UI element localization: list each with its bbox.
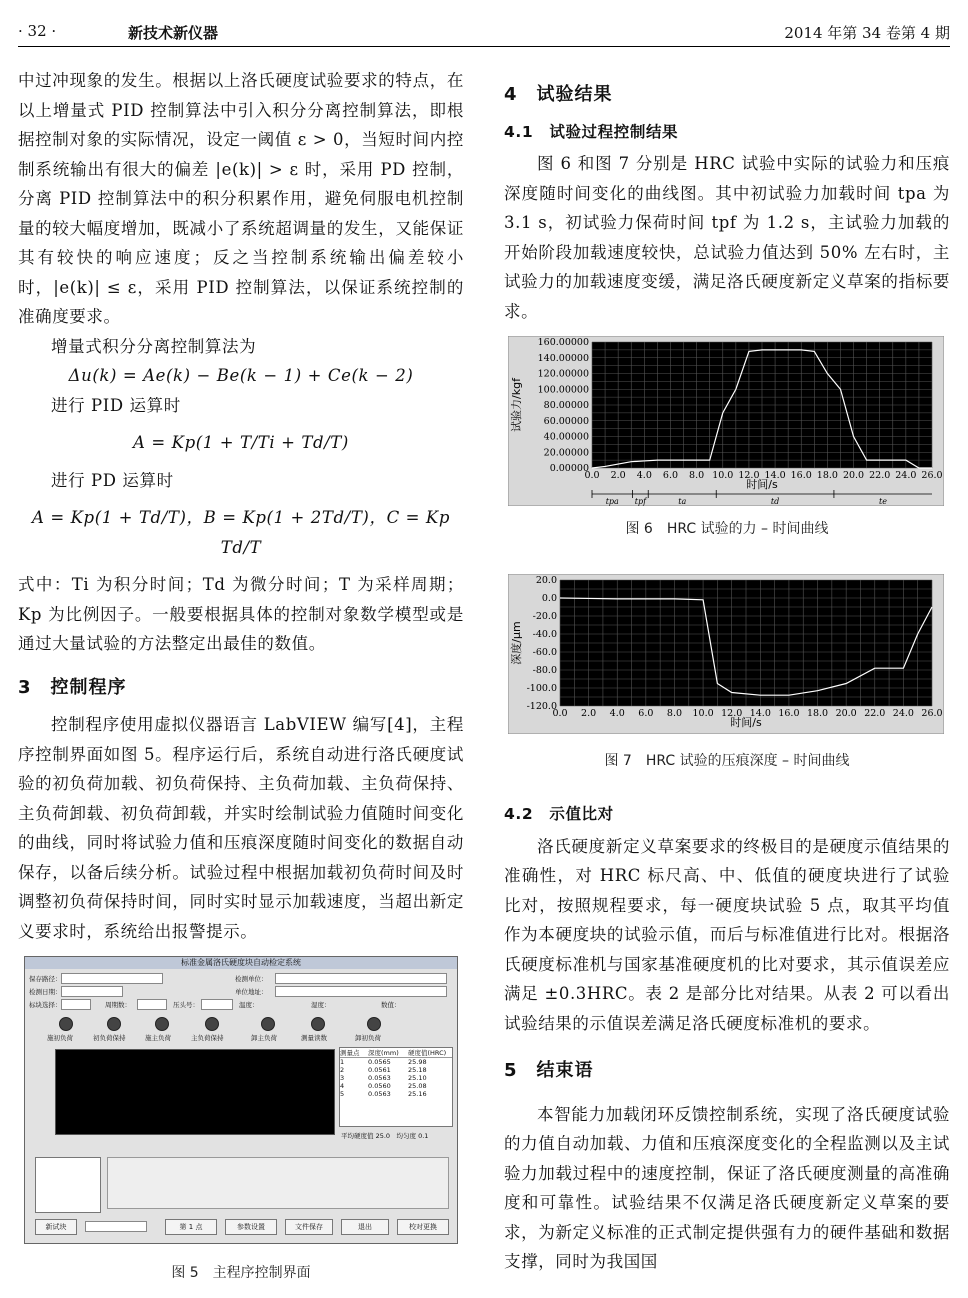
y-tick-label: 140.00000 xyxy=(537,352,589,364)
y-tick-label: -80.0 xyxy=(532,665,557,676)
lamp-label: 施初负荷 xyxy=(47,1034,73,1042)
file-list xyxy=(35,1157,101,1213)
cell: 4 xyxy=(340,1082,345,1090)
paragraph: 洛氏硬度新定义草案要求的终极目的是硬度示值结果的准确性，对 HRC 标尺高、中、低值的硬度块进行了试验比对，按照规程要求，每一硬度块试验 5 点，取其平均值作为本硬度块的试验示值，而后与标准值进行比对。根据洛氏硬度标准机与国家基准硬度机的比对要求，其示值误差应满足 ±0.3HRC。表 2 是部分比对结果。从表 2 可以看出试验结果的示值误差满足洛氏硬度标准机的要求。 xyxy=(504,836,950,1033)
depth-time-chart xyxy=(508,574,944,734)
field xyxy=(275,986,447,997)
x-tick-label: 18.0 xyxy=(816,470,838,481)
paragraph: 本智能力加载闭环反馈控制系统，实现了洛氏硬度试验的力值自动加载、力值和压痕深度变化的全程监测以及主试验力加载过程中的速度控制，保证了洛氏硬度测量的高准确度和可靠性。试验结果不仅满足洛氏硬度新定义草案的要求，为新定义标准的正式制定提供强有力的硬件基础和数据支撑，同时为我国国 xyxy=(504,1104,950,1271)
stats-readout: 平均硬度值 25.0 均匀度 0.1 xyxy=(341,1132,429,1140)
new-block-button[interactable]: 新试块 xyxy=(35,1219,77,1235)
x-tick-label: 12.0 xyxy=(738,470,760,481)
phase-label: tpf xyxy=(634,497,647,506)
x-tick-label: 14.0 xyxy=(749,708,771,719)
lamp-label: 初负荷保持 xyxy=(93,1034,126,1042)
settings-button[interactable]: 参数设置 xyxy=(225,1219,277,1235)
subsection-heading: 4.2 示值比对 xyxy=(504,805,614,823)
x-tick-label: 4.0 xyxy=(636,470,652,481)
table-row xyxy=(340,1058,452,1066)
x-tick-label: 0.0 xyxy=(552,708,568,719)
label: 湿度： xyxy=(311,1001,331,1009)
lamp-label: 主负荷保持 xyxy=(191,1034,224,1042)
x-tick-label: 10.0 xyxy=(712,470,734,481)
y-axis-label: 试验力/kgf xyxy=(510,378,523,432)
y-axis-label: 深度/μm xyxy=(510,621,523,665)
y-tick-label: 20.00000 xyxy=(543,447,589,459)
label: 检测日期： xyxy=(29,988,62,996)
y-tick-label: -60.0 xyxy=(532,647,557,658)
paragraph: 式中：Ti 为积分时间；Td 为微分时间；T 为采样周期；Kp 为比例因子。一般要根据具体的控制对象数学模型或是通过大量试验的方法整定出最佳的数值。 xyxy=(18,575,464,653)
status-lamp xyxy=(261,1017,275,1031)
x-tick-label: 12.0 xyxy=(721,708,743,719)
col-header: 硬度值(HRC) xyxy=(408,1049,447,1057)
status-lamp xyxy=(367,1017,381,1031)
status-lamp xyxy=(205,1017,219,1031)
phase-label: te xyxy=(878,497,887,506)
status-lamp xyxy=(311,1017,325,1031)
x-tick-label: 2.0 xyxy=(581,708,597,719)
figure-caption: 图 7 HRC 试验的压痕深度 – 时间曲线 xyxy=(604,753,850,769)
status-lamp xyxy=(155,1017,169,1031)
paragraph: 控制程序使用虚拟仪器语言 LabVIEW 编写[4]，主程序控制界面如图 5。程序运行后，系统自动进行洛氏硬度试验的初负荷加载、初负荷保持、主负荷加载、主负荷保持、主负荷卸载、初负荷卸载，并实时绘制试验力值随时间变化的曲线，同时将试验力值和压痕深度随时间变化的数据自动保存，以备后续分析。试验过程中根据加载初负荷时间及时调整初负荷保持时间，同时实时显示加载速度，当超出新定义要求时，系统给出报警提示。 xyxy=(18,715,464,941)
cell: 0.0565 xyxy=(368,1058,391,1066)
y-tick-label: 80.00000 xyxy=(543,400,589,411)
cell: 25.18 xyxy=(408,1066,427,1074)
phase-label: ta xyxy=(678,497,687,506)
x-tick-label: 26.0 xyxy=(921,470,943,481)
cell: 0.0563 xyxy=(368,1090,391,1098)
x-tick-label: 24.0 xyxy=(895,470,917,481)
y-tick-label: -40.0 xyxy=(532,629,557,640)
col-header: 深度(mm) xyxy=(368,1049,399,1057)
cell: 25.10 xyxy=(408,1074,427,1082)
save-button[interactable]: 文件保存 xyxy=(285,1219,333,1235)
paragraph: 中过冲现象的发生。根据以上洛氏硬度试验要求的特点，在以上增量式 PID 控制算法中引入积分分离控制算法，即根据控制对象的实际情况，设定一阈值 ε > 0，当短时间内控制系统输出有很大的偏差 |e(k)| > ε 时，采用 PD 控制，分离 PID 控制算法中的积分积累作用，避免伺服电机控制量的较大幅度增加，既减小了系统超调量的发生，又能保证其有较快的响应速度；反之当控制系统输出偏差较小时，|e(k)| ≤ ε，采用 PID 控制算法，以保证系统控制的准确度要求。 xyxy=(18,71,464,326)
col-header: 测量点 xyxy=(340,1049,360,1057)
main-program-screenshot xyxy=(24,956,458,1244)
cell: 0.0561 xyxy=(368,1066,391,1074)
paragraph: 图 6 和图 7 分别是 HRC 试验中实际的试验力和压痕深度随时间变化的曲线图。其中初试验力加载时间 tpa 为 3.1 s，初试验力保荷时间 tpf 为 1.2 s，主试验力加载的开始阶段加载速度较快，总试验力值达到 50% 左右时，主试验力的加载速度变缓，满足洛氏硬度新定义草案的指标要求。 xyxy=(504,154,950,321)
block-id-field[interactable] xyxy=(85,1221,147,1232)
cell: 25.08 xyxy=(408,1082,427,1090)
exit-button[interactable]: 退出 xyxy=(341,1219,389,1235)
calibrate-button[interactable]: 校对更换 xyxy=(397,1219,449,1235)
paragraph: 进行 PD 运算时 xyxy=(51,470,174,490)
field xyxy=(61,986,123,997)
lamp-label: 卸初负荷 xyxy=(355,1034,381,1042)
x-tick-label: 18.0 xyxy=(806,708,829,719)
field xyxy=(275,973,447,984)
realtime-graph xyxy=(55,1049,335,1135)
x-tick-label: 6.0 xyxy=(638,708,654,719)
figure-caption: 图 6 HRC 试验的力 – 时间曲线 xyxy=(625,521,829,537)
x-tick-label: 22.0 xyxy=(864,708,886,719)
field xyxy=(61,999,91,1010)
table-row xyxy=(340,1074,452,1082)
lamp-label: 卸主负荷 xyxy=(251,1034,277,1042)
y-tick-label: -120.0 xyxy=(526,701,557,712)
lamp-label: 测量读数 xyxy=(301,1034,327,1042)
phase-label: td xyxy=(770,497,780,506)
equation: A = Kp(1 + T/Ti + Td/T) xyxy=(133,433,349,452)
y-tick-label: 40.00000 xyxy=(543,431,589,443)
journal-section: 新技术新仪器 xyxy=(128,24,219,42)
table-row xyxy=(340,1090,452,1098)
y-tick-label: -20.0 xyxy=(532,611,557,622)
lamp-label: 施主负荷 xyxy=(145,1034,171,1042)
y-tick-label: 20.0 xyxy=(535,575,557,586)
left-column xyxy=(18,66,464,946)
label: 保存路径： xyxy=(29,975,62,983)
info-panel xyxy=(107,1157,449,1209)
field xyxy=(61,973,163,984)
y-tick-label: 0.0 xyxy=(541,593,557,604)
header-rule xyxy=(18,46,950,47)
field xyxy=(201,999,233,1010)
equation: A = Kp(1 + Td/T)，B = Kp(1 + 2Td/T)，C = Kp Td/T xyxy=(31,508,450,557)
x-tick-label: 2.0 xyxy=(610,470,626,481)
right-column-lower xyxy=(504,794,950,1277)
x-tick-label: 0.0 xyxy=(584,470,600,481)
cell: 5 xyxy=(340,1090,345,1098)
results-table xyxy=(339,1047,453,1127)
status-lamp xyxy=(107,1017,121,1031)
paragraph: 进行 PID 运算时 xyxy=(51,395,181,415)
section-heading: 4 试验结果 xyxy=(504,84,613,105)
x-tick-label: 16.0 xyxy=(790,470,812,481)
table-row xyxy=(340,1082,452,1090)
x-tick-label: 8.0 xyxy=(666,708,683,719)
cell: 0.0560 xyxy=(368,1082,391,1090)
cell: 1 xyxy=(340,1058,345,1066)
phase-label: tpa xyxy=(605,497,619,506)
x-tick-label: 16.0 xyxy=(778,708,800,719)
y-tick-label: 120.00000 xyxy=(537,368,589,380)
y-tick-label: 0.00000 xyxy=(549,463,589,474)
screen-title: 标准金属洛氏硬度块自动检定系统 xyxy=(25,957,457,969)
cell: 3 xyxy=(340,1074,345,1082)
label: 检测单位： xyxy=(235,975,268,983)
cell: 25.16 xyxy=(408,1090,427,1098)
cell: 25.98 xyxy=(408,1058,427,1066)
x-tick-label: 10.0 xyxy=(692,708,714,719)
status-lamp xyxy=(59,1017,73,1031)
x-tick-label: 14.0 xyxy=(764,470,786,481)
section-heading: 3 控制程序 xyxy=(18,676,127,698)
subsection-heading: 4.1 试验过程控制结果 xyxy=(504,122,679,141)
x-tick-label: 8.0 xyxy=(689,470,705,481)
point-counter[interactable]: 第 1 点 xyxy=(165,1219,217,1235)
table-header xyxy=(340,1048,452,1058)
label: 压头号： xyxy=(173,1001,199,1009)
equation: Δu(k) = Ae(k) − Be(k − 1) + Ce(k − 2) xyxy=(68,366,414,385)
figure-caption: 图 5 主程序控制界面 xyxy=(171,1265,311,1281)
cell: 2 xyxy=(340,1066,345,1074)
x-axis-label: 时间/s xyxy=(746,478,778,491)
page-number: · 32 · xyxy=(18,22,57,40)
label: 周期数： xyxy=(105,1001,131,1009)
cell: 0.0563 xyxy=(368,1074,391,1082)
y-tick-label: -100.0 xyxy=(526,683,557,694)
label: 数值： xyxy=(381,1001,401,1009)
label: 标块选择： xyxy=(29,1001,62,1009)
x-tick-label: 26.0 xyxy=(921,708,943,719)
table-row xyxy=(340,1066,452,1074)
force-time-chart xyxy=(508,336,944,506)
label: 单位地址： xyxy=(235,988,268,996)
label: 温度： xyxy=(239,1001,259,1009)
y-tick-label: 160.00000 xyxy=(537,337,589,348)
x-tick-label: 20.0 xyxy=(842,470,865,481)
field xyxy=(137,999,167,1010)
y-tick-label: 60.00000 xyxy=(543,415,589,427)
x-tick-label: 22.0 xyxy=(869,470,891,481)
x-tick-label: 6.0 xyxy=(662,470,679,481)
issue-info: 2014 年第 34 卷第 4 期 xyxy=(784,24,950,42)
y-tick-label: 100.00000 xyxy=(537,384,589,396)
x-tick-label: 20.0 xyxy=(835,708,857,719)
right-column xyxy=(504,80,950,326)
section-heading: 5 结束语 xyxy=(504,1060,594,1081)
x-tick-label: 24.0 xyxy=(892,708,914,719)
x-tick-label: 4.0 xyxy=(609,708,625,719)
x-axis-label: 时间/s xyxy=(730,716,762,729)
paragraph: 增量式积分分离控制算法为 xyxy=(51,336,257,356)
